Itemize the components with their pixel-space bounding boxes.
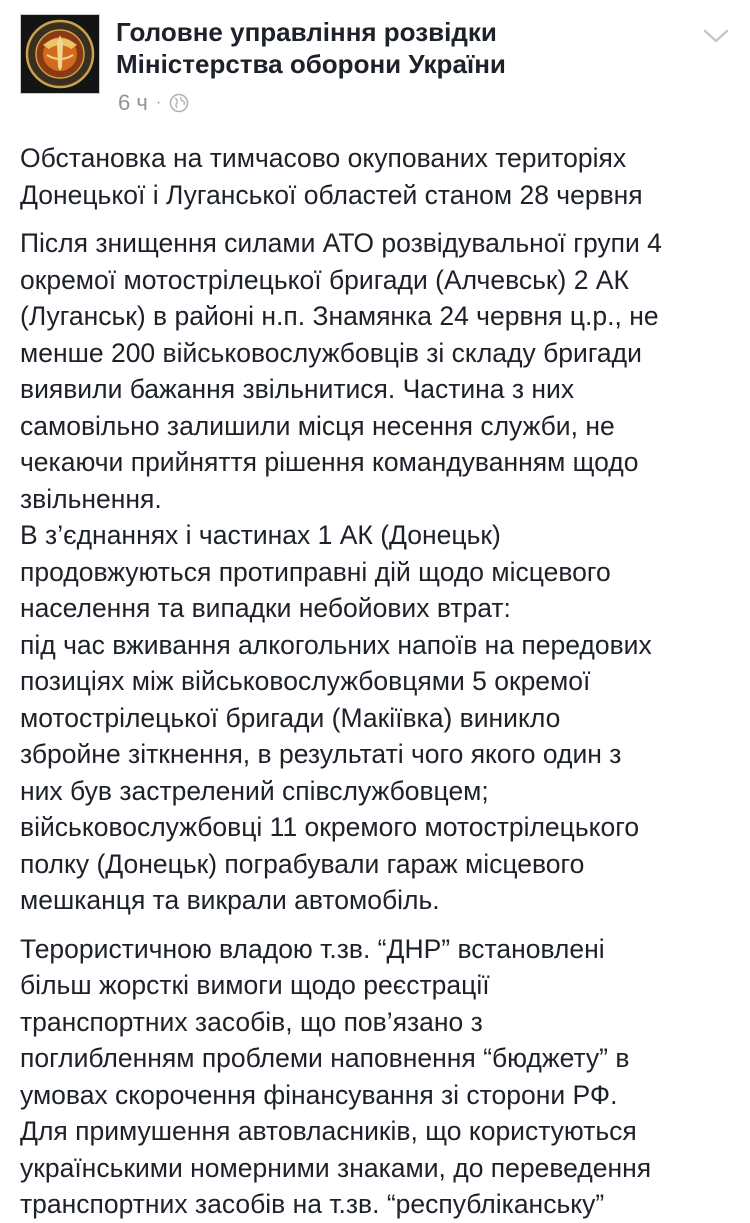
chevron-down-icon[interactable]	[702, 26, 730, 46]
post-paragraph: Після знищення силами АТО розвідувальної групи 4 окремої мотострілецької бригади (Алчевськ) 2 АК (Луганськ) в районі н.п. Знамянка 24 червня ц.р., не менше 200 військовослужбовців зі складу бригади виявили бажання звільнитися. Частина з них самовільно залишили місця несення служби, не чекаючи прийняття рішення командуванням щодо звільнення. В з’єднаннях і частинах 1 АК (Донецьк) продовжуються протиправні дій щодо місцевого населення та випадки небойових втрат: під час вживання алкогольних напоїв на передових позиціях між військовослужбовцями 5 окремої мотострілецької бригади (Макіївка) виникло збройне зіткнення, в результаті чого якого один з них був застрелений співслужбовцем; військовослужбовці 11 окремого мотострілецького полку (Донецьк) пограбували гараж місцевого мешканця та викрали автомобіль.	[20, 228, 662, 915]
post-header	[20, 14, 730, 124]
gur-emblem-icon	[21, 15, 99, 93]
post-timestamp[interactable]: 6 ч	[118, 90, 148, 115]
post-paragraph-title: Обстановка на тимчасово окупованих територіях Донецької і Луганської областей станом 28 червня	[20, 143, 643, 210]
page-name-link[interactable]: Головне управління розвідки Міністерства оборони України	[116, 17, 506, 79]
meta-separator: ·	[155, 94, 162, 111]
globe-icon	[169, 93, 189, 113]
page-avatar[interactable]	[20, 14, 100, 94]
post-meta	[118, 90, 189, 116]
post-paragraph: Терористичною владою т.зв. “ДНР” встановлені більш жорсткі вимоги щодо реєстрації транспортних засобів, що пов’язано з поглибленням проблеми наповнення “бюджету” в умовах скорочення фінансування зі сторони РФ. Для примушення автовласників, що користуються українськими номерними знаками, до переведення транспортних засобів на т.зв. “республіканську”	[20, 933, 652, 1219]
post-body	[20, 140, 732, 1223]
